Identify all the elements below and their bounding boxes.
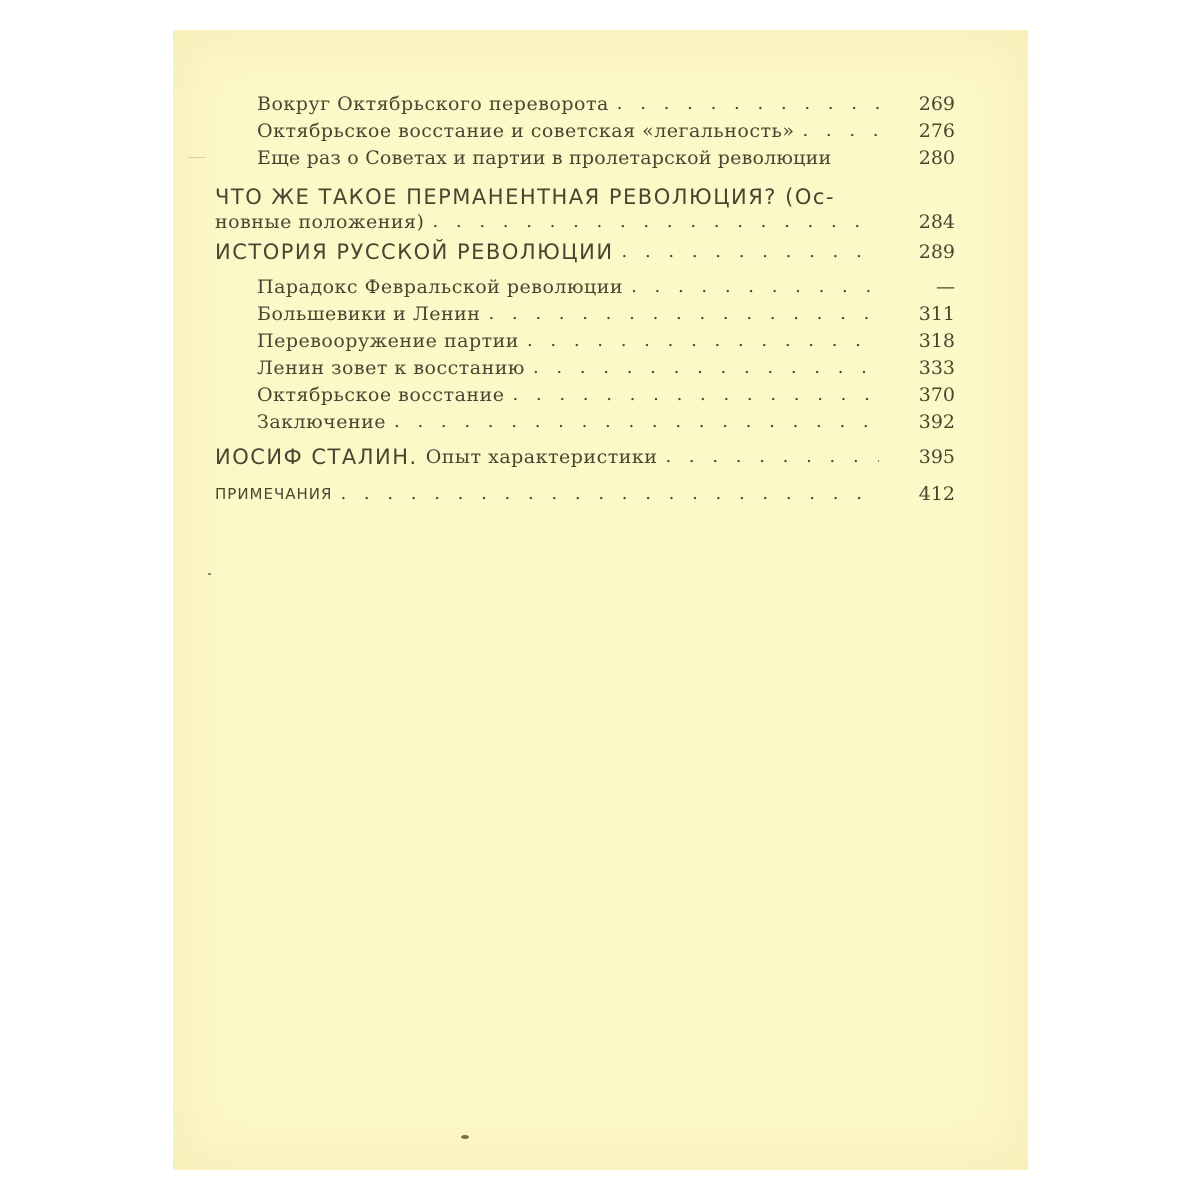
toc-entry-title-caps: ИОСИФ СТАЛИН. (215, 445, 418, 469)
toc-entry-title: Заключение (257, 411, 387, 433)
toc-entry (173, 210, 1028, 238)
dot-leader (488, 302, 879, 326)
toc-entry-title: Вокруг Октябрьского переворота (257, 93, 609, 115)
dot-leader (622, 240, 879, 264)
toc-entry (173, 482, 1028, 510)
toc-entry-title: Ленин зовет к восстанию (257, 357, 525, 379)
toc-entry (173, 302, 1028, 330)
dot-leader (394, 410, 879, 434)
toc-entry-title: Парадокс Февральской революции (257, 276, 624, 298)
toc-entry-page: 269 (918, 93, 955, 115)
toc-entry (173, 329, 1028, 357)
toc-entry-page: 412 (918, 483, 955, 505)
dot-leader (631, 275, 879, 299)
dot-leader (432, 210, 879, 234)
toc-entry-title: Еще раз о Советах и партии в пролетарской революции (257, 147, 832, 169)
toc-entry-title-line2: новные положения) (215, 211, 425, 233)
toc-entry-page: 284 (918, 211, 955, 233)
paper-speck (461, 1135, 469, 1139)
toc-entry-page: — (936, 276, 955, 298)
toc-entry-title: Перевооружение партии (257, 330, 519, 352)
toc-entry-title: Большевики и Ленин (257, 303, 481, 325)
table-of-contents (173, 30, 1028, 1170)
toc-entry-page: 370 (918, 384, 955, 406)
paper-crease (188, 157, 206, 158)
toc-entry-title-rest: Опыт характеристики (425, 446, 658, 468)
toc-entry (173, 185, 1028, 213)
toc-entry (173, 240, 1028, 268)
toc-entry-page: 311 (918, 303, 955, 325)
toc-entry-page: 276 (918, 120, 955, 142)
toc-entry (173, 445, 1028, 473)
toc-entry-page: 395 (918, 446, 955, 468)
dot-leader (512, 383, 879, 407)
toc-entry-title: ИСТОРИЯ РУССКОЙ РЕВОЛЮЦИИ (215, 240, 614, 264)
dot-leader (617, 92, 879, 116)
toc-entry-title: Октябрьское восстание (257, 384, 505, 406)
toc-entry-page: 289 (918, 241, 955, 263)
dot-leader (665, 445, 879, 469)
book-page (173, 30, 1028, 1170)
toc-entry (173, 410, 1028, 438)
toc-entry-title-line1: ЧТО ЖЕ ТАКОЕ ПЕРМАНЕНТНАЯ РЕВОЛЮЦИЯ? (Ос- (215, 185, 835, 209)
toc-entry-page: 280 (918, 147, 955, 169)
toc-entry (173, 383, 1028, 411)
toc-entry (173, 146, 1028, 174)
dot-leader (340, 482, 879, 506)
toc-entry (173, 92, 1028, 120)
toc-entry (173, 119, 1028, 147)
toc-entry-title: ПРИМЕЧАНИЯ (215, 485, 333, 503)
toc-entry-page: 333 (918, 357, 955, 379)
toc-entry (173, 356, 1028, 384)
toc-entry-page: 392 (918, 411, 955, 433)
dot-leader (802, 119, 879, 143)
paper-speck (208, 573, 211, 575)
dot-leader (527, 329, 879, 353)
dot-leader (533, 356, 879, 380)
toc-entry-title: Октябрьское восстание и советская «легальность» (257, 120, 795, 142)
toc-entry-page: 318 (918, 330, 955, 352)
toc-entry (173, 275, 1028, 303)
